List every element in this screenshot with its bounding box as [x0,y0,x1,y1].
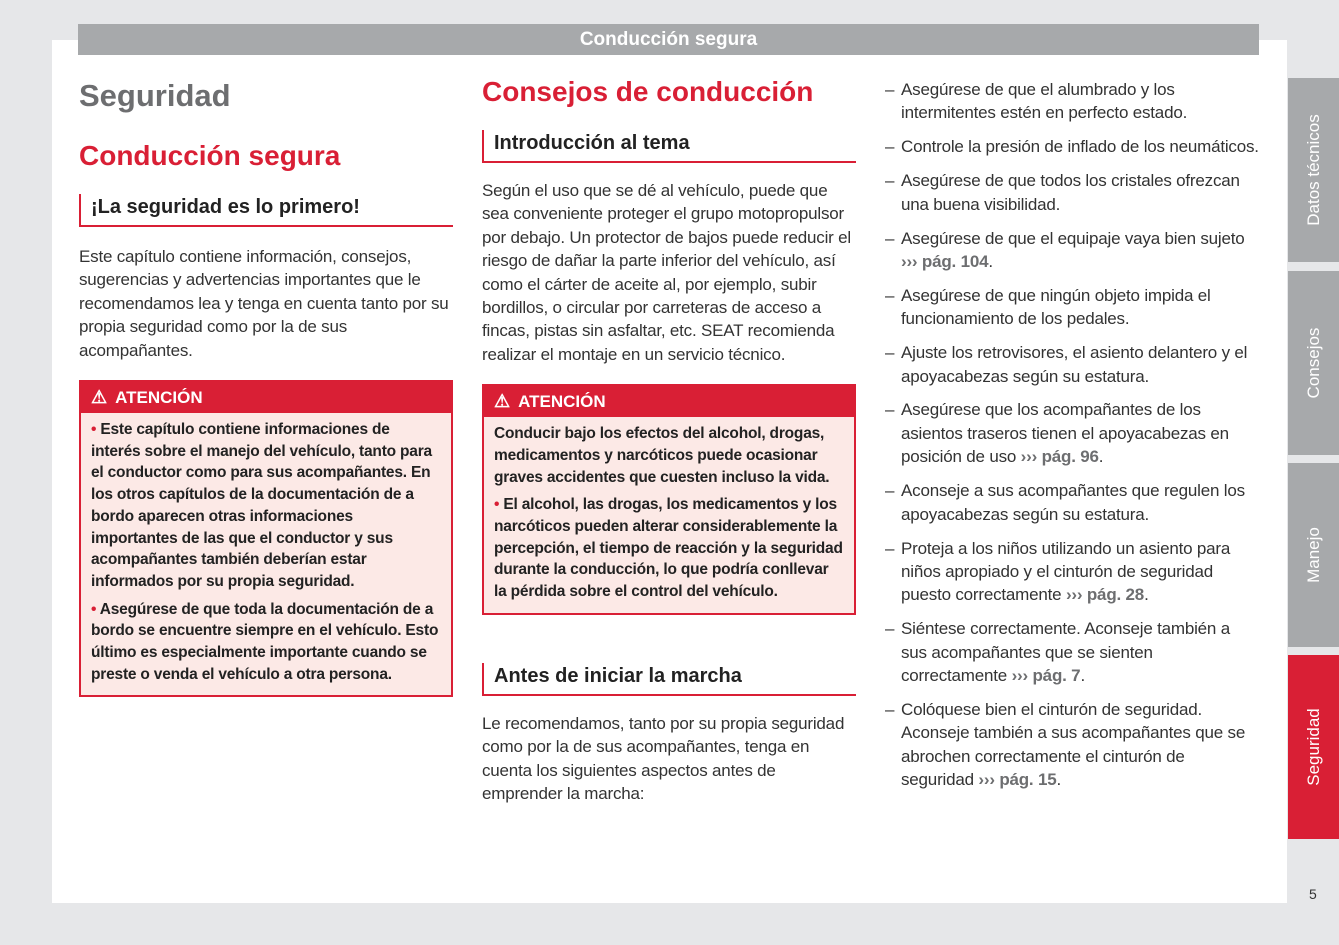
list-item: – Controle la presión de inflado de los neumáticos. [885,135,1259,158]
subheading: Introducción al tema [482,130,856,163]
tab-consejos[interactable]: Consejos [1288,271,1339,455]
warning-header [484,386,854,417]
warning-title: ATENCIÓN [115,388,203,408]
bullet-icon: • [494,496,504,514]
column-2 [482,70,856,806]
column-3 [885,78,1259,802]
body-text: Le recomendamos, tanto por su propia seguridad como por la de sus acompañantes, tenga en cuenta los siguientes aspectos antes de emprender la marcha: [482,713,845,804]
intro-text: Este capítulo contiene información, consejos, sugerencias y advertencias importantes que le recomendamos lea y tenga en cuenta tanto por su propia seguridad como por la de sus acompañantes. [79,247,449,360]
list-item: – Aconseje a sus acompañantes que regulen los apoyacabezas según su estatura. [885,479,1259,526]
list-item: – Ajuste los retrovisores, el asiento delantero y el apoyacabezas según su estatura. [885,341,1259,388]
list-item: – Asegúrese de que el alumbrado y los intermitentes estén en perfecto estado. [885,78,1259,125]
warning-item: • El alcohol, las drogas, los medicamentos y los narcóticos pueden alterar considerablemente la percepción, el tiempo de reacción y la seguridad durante la conducción, lo que podría conllevar la pérdida sobre el control del vehículo. [494,496,843,601]
page-number: 5 [1309,886,1317,902]
warning-lead: Conducir bajo los efectos del alcohol, drogas, medicamentos y narcóticos puede ocasionar graves accidentes que cuesten incluso la vida. [494,425,830,486]
warning-item: • Asegúrese de que toda la documentación de a bordo se encuentre siempre en el vehículo. Esto último es especialmente importante cuando se preste o venda el vehículo a otra persona. [91,600,439,683]
warning-triangle-icon: ⚠ [494,391,511,412]
tab-seguridad[interactable]: Seguridad [1288,655,1339,839]
page-reference-link[interactable]: ››› pág. 28 [1065,585,1145,605]
list-item: – Asegúrese de que todos los cristales ofrezcan una buena visibilidad. [885,169,1259,216]
checklist [885,78,1259,792]
list-item: – Colóquese bien el cinturón de seguridad. Aconseje también a sus acompañantes que se abrochen correctamente el cinturón de seguridad ››› pág. 15. [885,698,1259,792]
list-item: – Asegúrese que los acompañantes de los asientos traseros tienen el apoyacabezas en posición de uso ››› pág. 96. [885,398,1259,468]
page-reference-link[interactable]: ››› pág. 15 [978,770,1057,790]
warning-item: • Este capítulo contiene informaciones de interés sobre el manejo del vehículo, tanto para el conductor como para sus acompañantes. En los otros capítulos de la documentación de a bordo aparecen otras informaciones importantes de las que el conductor y sus acompañantes también deberían estar informados por su propia seguridad. [91,421,432,590]
page-reference-link[interactable]: ››› pág. 96 [1020,447,1099,467]
list-item: – Siéntese correctamente. Aconseje también a sus acompañantes que se sienten correctamente ››› pág. 7. [885,617,1259,687]
tab-datos-técnicos[interactable]: Datos técnicos [1288,78,1339,262]
running-header: Conducción segura [78,24,1259,55]
body-text: Según el uso que se dé al vehículo, puede que sea conveniente proteger el grupo motopropulsor por debajo. Un protector de bajos puede reducir el riesgo de dañar la parte inferior del vehículo, así como el cárter de aceite al, por ejemplo, subir bordillos, o circular por carreteras de acceso a fincas, pistas sin asfaltar, etc. SEAT recomienda realizar el montaje en un servicio técnico. [482,181,851,364]
list-item: – Asegúrese de que el equipaje vaya bien sujeto ››› pág. 104. [885,227,1259,274]
warning-triangle-icon: ⚠ [91,387,108,408]
tab-manejo[interactable]: Manejo [1288,463,1339,647]
section-title: Seguridad [79,78,231,113]
subheading: ¡La seguridad es lo primero! [79,194,453,227]
warning-header [81,382,451,413]
bullet-icon: • [91,600,100,618]
page-reference-link[interactable]: ››› pág. 104 [901,251,989,271]
list-item: – Asegúrese de que ningún objeto impida el funcionamiento de los pedales. [885,284,1259,331]
subheading: Antes de iniciar la marcha [482,663,856,696]
warning-box [79,380,453,697]
column-1 [79,70,453,697]
bullet-icon: • [91,421,101,439]
section-heading: Consejos de conducción [482,76,814,107]
chapter-title: Conducción segura [79,140,341,171]
list-item: – Proteja a los niños utilizando un asiento para niños apropiado y el cinturón de seguridad puesto correctamente ››› pág. 28. [885,537,1259,607]
warning-title: ATENCIÓN [518,392,606,412]
page-reference-link[interactable]: ››› pág. 7 [1011,666,1081,686]
warning-box [482,384,856,615]
